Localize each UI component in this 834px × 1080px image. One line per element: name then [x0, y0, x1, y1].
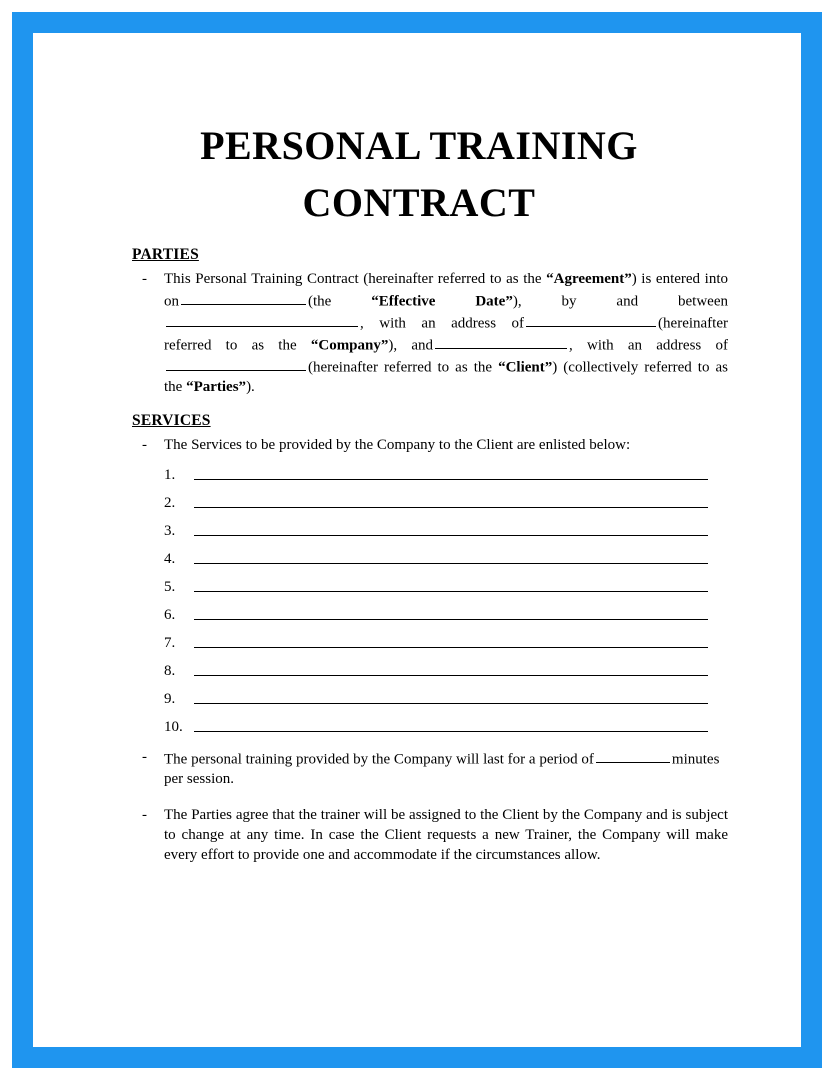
services-duration-text: The personal training provided by the Company will last for a period of minutes per session. [164, 748, 728, 790]
list-item [110, 720, 728, 735]
write-in-line[interactable] [194, 674, 708, 676]
list-item [110, 664, 728, 679]
paper-sheet [33, 33, 801, 1047]
list-item-number: 10. [164, 719, 183, 736]
document-content [110, 118, 728, 870]
list-item [110, 552, 728, 567]
list-item [110, 608, 728, 623]
list-item-number: 7. [164, 635, 176, 652]
write-in-line[interactable] [194, 646, 708, 648]
list-item [110, 496, 728, 511]
services-intro-item [110, 436, 728, 456]
section-heading-services: SERVICES [132, 412, 211, 430]
list-item [110, 636, 728, 651]
bullet-dash-icon: - [142, 749, 147, 766]
parties-bullet-item [110, 270, 728, 399]
write-in-line[interactable] [194, 562, 708, 564]
list-item-number: 9. [164, 691, 176, 708]
write-in-line[interactable] [194, 506, 708, 508]
list-item-number: 2. [164, 495, 176, 512]
write-in-line[interactable] [194, 478, 708, 480]
write-in-line[interactable] [194, 590, 708, 592]
services-trainer-item [110, 806, 728, 866]
write-in-line[interactable] [194, 618, 708, 620]
section-heading-parties: PARTIES [132, 245, 199, 263]
list-item-number: 5. [164, 579, 176, 596]
services-blank-list [110, 468, 728, 735]
bullet-dash-icon: - [142, 437, 147, 454]
list-item-number: 3. [164, 523, 176, 540]
parties-paragraph: This Personal Training Contract (hereinafter referred to as the “Agreement”) is entered into on (the “Effective Date”), by and between, with an address of (hereinafter referred to as the “Company”), and , with an address of(hereinafter referred to as the “Client”) (collectively referred to as the “Parties”). [164, 270, 729, 396]
bullet-dash-icon: - [142, 807, 147, 824]
page-title: PERSONAL TRAINING CONTRACT [200, 123, 638, 225]
list-item-number: 8. [164, 663, 176, 680]
bullet-dash-icon: - [142, 270, 147, 287]
list-item [110, 524, 728, 539]
write-in-line[interactable] [194, 702, 708, 704]
list-item-number: 4. [164, 551, 176, 568]
write-in-line[interactable] [194, 534, 708, 536]
services-trainer-text: The Parties agree that the trainer will be assigned to the Client by the Company and is subject to change at any time. In case the Client requests a new Trainer, the Company will make every effort to provide one and accommodate if the circumstances allow. [164, 807, 728, 864]
write-in-line[interactable] [194, 730, 708, 732]
list-item-number: 6. [164, 607, 176, 624]
list-item [110, 580, 728, 595]
list-item-number: 1. [164, 467, 176, 484]
services-duration-item [110, 748, 728, 790]
list-item [110, 692, 728, 707]
list-item [110, 468, 728, 483]
services-intro-text: The Services to be provided by the Company to the Client are enlisted below: [164, 437, 631, 454]
